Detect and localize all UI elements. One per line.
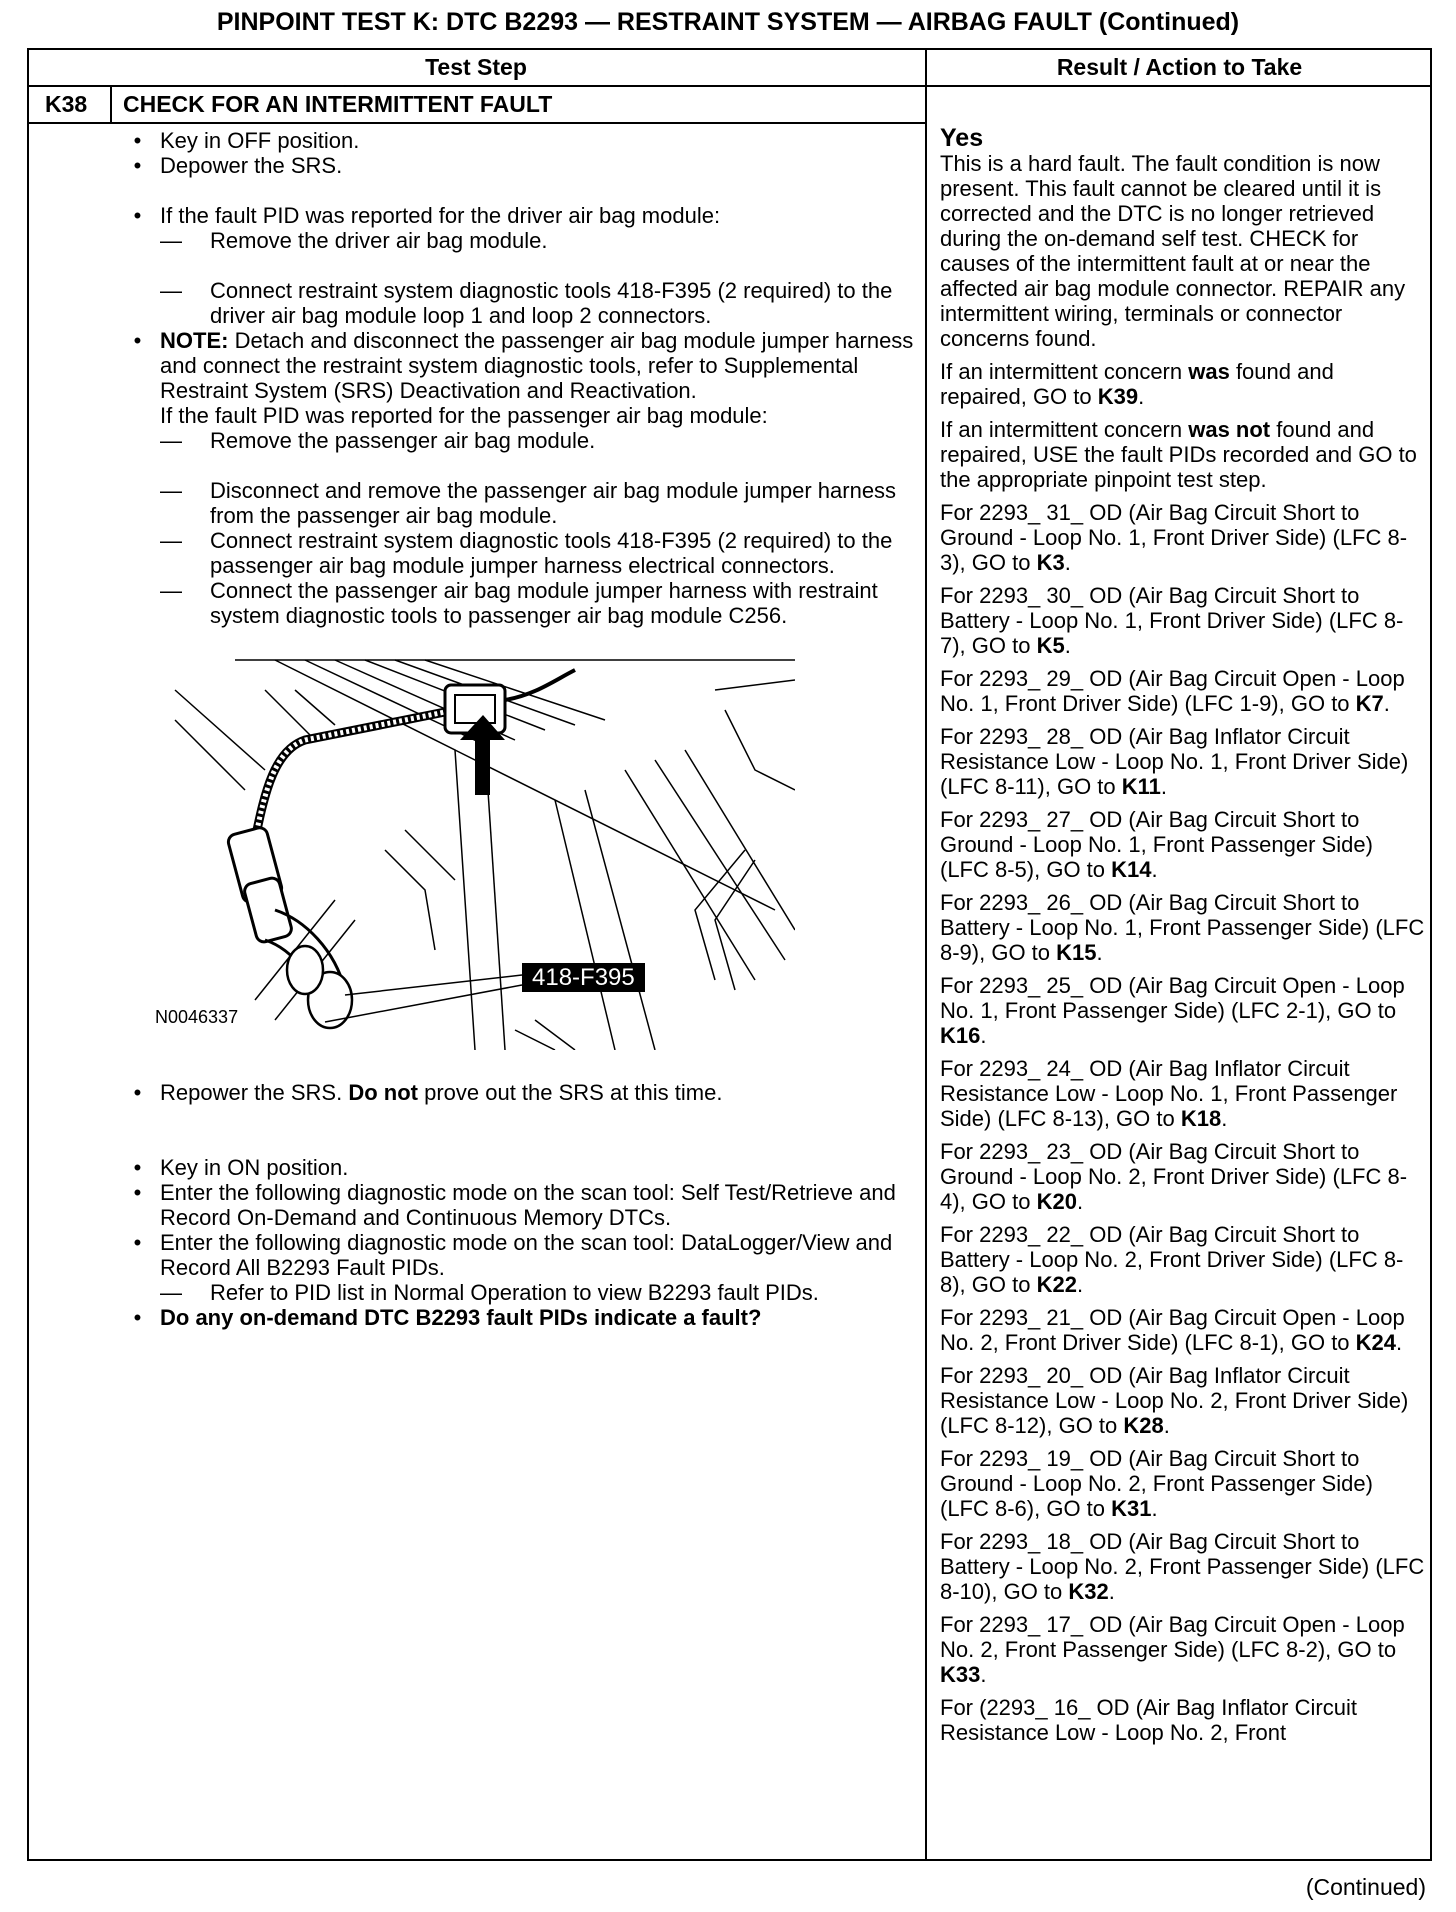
fault-item: For 2293_ 28_ OD (Air Bag Inflator Circuit Resistance Low - Loop No. 1, Front Driver Side) (LFC 8-11), GO to K11. [940, 724, 1409, 799]
yes-label: Yes [940, 124, 984, 152]
intermittent-not-found-text: If an intermittent concern was not found and repaired, USE the fault PIDs recorded and GO to the appropriate pinpoint test step. [940, 417, 1417, 492]
note-item: • NOTE: Detach and disconnect the passenger air bag module jumper harness and connect the restraint system diagnostic tools, refer to Supplemental Restraint System (SRS) Deactivation and Reactivation. [133, 328, 914, 403]
step-heading: CHECK FOR AN INTERMITTENT FAULT [123, 91, 553, 117]
list-item: • Key in ON position. [133, 1155, 349, 1180]
header-test-step: Test Step [425, 54, 527, 80]
list-item: • Repower the SRS. Do not prove out the SRS at this time. [133, 1080, 723, 1105]
list-item: • Enter the following diagnostic mode on the scan tool: DataLogger/View and Record All B2293 Fault PIDs. [133, 1230, 893, 1280]
sub-list-item: — Refer to PID list in Normal Operation to view B2293 fault PIDs. [160, 1280, 819, 1305]
test-step-content [115, 128, 915, 1330]
sub-list-item: — Connect restraint system diagnostic tools 418-F395 (2 required) to the driver air bag module loop 1 and loop 2 connectors. [160, 278, 893, 328]
sub-list-item: — Connect the passenger air bag module jumper harness with restraint system diagnostic tools to passenger air bag module C256. [160, 578, 878, 628]
step-heading-divider [27, 122, 925, 124]
fault-item: For 2293_ 17_ OD (Air Bag Circuit Open - Loop No. 2, Front Passenger Side) (LFC 8-2), GO to K33. [940, 1612, 1405, 1687]
diagnostic-tool-illustration [155, 650, 795, 1050]
list-item: • If the fault PID was reported for the driver air bag module: [133, 203, 721, 228]
harness-drawing [155, 650, 795, 1050]
list-item: If the fault PID was reported for the passenger air bag module: [160, 403, 768, 428]
fault-item: For 2293_ 21_ OD (Air Bag Circuit Open - Loop No. 2, Front Driver Side) (LFC 8-1), GO to K24. [940, 1305, 1405, 1355]
sub-list-item: — Disconnect and remove the passenger air bag module jumper harness from the passenger air bag module. [160, 478, 897, 528]
list-item: • Key in OFF position. [133, 128, 360, 153]
fault-item: For 2293_ 20_ OD (Air Bag Inflator Circuit Resistance Low - Loop No. 2, Front Driver Side) (LFC 8-12), GO to K28. [940, 1363, 1409, 1438]
hard-fault-text: This is a hard fault. The fault condition is now present. This fault cannot be cleared until it is corrected and the DTC is no longer retrieved during the on-demand self test. CHECK for causes of the intermittent fault at or near the affected air bag module connector. REPAIR any intermittent wiring, terminals or connector concerns found. [940, 151, 1406, 351]
fault-item: For 2293_ 22_ OD (Air Bag Circuit Short to Battery - Loop No. 2, Front Driver Side) (LFC 8-8), GO to K22. [940, 1222, 1404, 1297]
fault-item: For 2293_ 31_ OD (Air Bag Circuit Short to Ground - Loop No. 1, Front Driver Side) (LFC 8-3), GO to K3. [940, 500, 1408, 575]
fault-item: For 2293_ 24_ OD (Air Bag Inflator Circuit Resistance Low - Loop No. 1, Front Passenger Side) (LFC 8-13), GO to K18. [940, 1056, 1398, 1131]
figure-id: N0046337 [155, 1007, 239, 1027]
fault-item: For 2293_ 26_ OD (Air Bag Circuit Short to Battery - Loop No. 1, Front Passenger Side) (LFC 8-9), GO to K15. [940, 890, 1425, 965]
tool-callout-label: 418-F395 [522, 963, 645, 992]
page-title: PINPOINT TEST K: DTC B2293 — RESTRAINT SYSTEM — AIRBAG FAULT (Continued) [216, 8, 1240, 36]
sub-list-item: — Remove the driver air bag module. [160, 228, 548, 253]
fault-item: For 2293_ 23_ OD (Air Bag Circuit Short to Ground - Loop No. 2, Front Driver Side) (LFC 8-4), GO to K20. [940, 1139, 1408, 1214]
continued-label: (Continued) [1305, 1874, 1426, 1900]
fault-item-truncated: For (2293_ 16_ OD (Air Bag Inflator Circuit Resistance Low - Loop No. 2, Front [940, 1695, 1357, 1745]
step-id: K38 [45, 91, 88, 117]
fault-item: For 2293_ 30_ OD (Air Bag Circuit Short to Battery - Loop No. 1, Front Driver Side) (LFC 8-7), GO to K5. [940, 583, 1404, 658]
header-divider [27, 85, 1432, 87]
step-id-divider [110, 87, 112, 123]
fault-item: For 2293_ 29_ OD (Air Bag Circuit Open - Loop No. 1, Front Driver Side) (LFC 1-9), GO to K7. [940, 666, 1405, 716]
header-result: Result / Action to Take [1056, 54, 1303, 80]
list-item: • Depower the SRS. [133, 153, 343, 178]
intermittent-found-text: If an intermittent concern was found and repaired, GO to K39. [940, 359, 1334, 409]
list-item: • Enter the following diagnostic mode on the scan tool: Self Test/Retrieve and Record On-Demand and Continuous Memory DTCs. [133, 1180, 896, 1230]
fault-item: For 2293_ 18_ OD (Air Bag Circuit Short to Battery - Loop No. 2, Front Passenger Side) (LFC 8-10), GO to K32. [940, 1529, 1425, 1604]
sub-list-item: — Connect restraint system diagnostic tools 418-F395 (2 required) to the passenger air bag module jumper harness electrical connectors. [160, 528, 893, 578]
result-content [940, 126, 1425, 1753]
fault-item: For 2293_ 25_ OD (Air Bag Circuit Open - Loop No. 1, Front Passenger Side) (LFC 2-1), GO to K16. [940, 973, 1405, 1048]
question-item: • Do any on-demand DTC B2293 fault PIDs indicate a fault? [133, 1305, 762, 1330]
sub-list-item: — Remove the passenger air bag module. [160, 428, 596, 453]
fault-item: For 2293_ 27_ OD (Air Bag Circuit Short to Ground - Loop No. 1, Front Passenger Side) (LFC 8-5), GO to K14. [940, 807, 1373, 882]
column-divider [925, 48, 927, 1861]
fault-item: For 2293_ 19_ OD (Air Bag Circuit Short to Ground - Loop No. 2, Front Passenger Side) (LFC 8-6), GO to K31. [940, 1446, 1373, 1521]
